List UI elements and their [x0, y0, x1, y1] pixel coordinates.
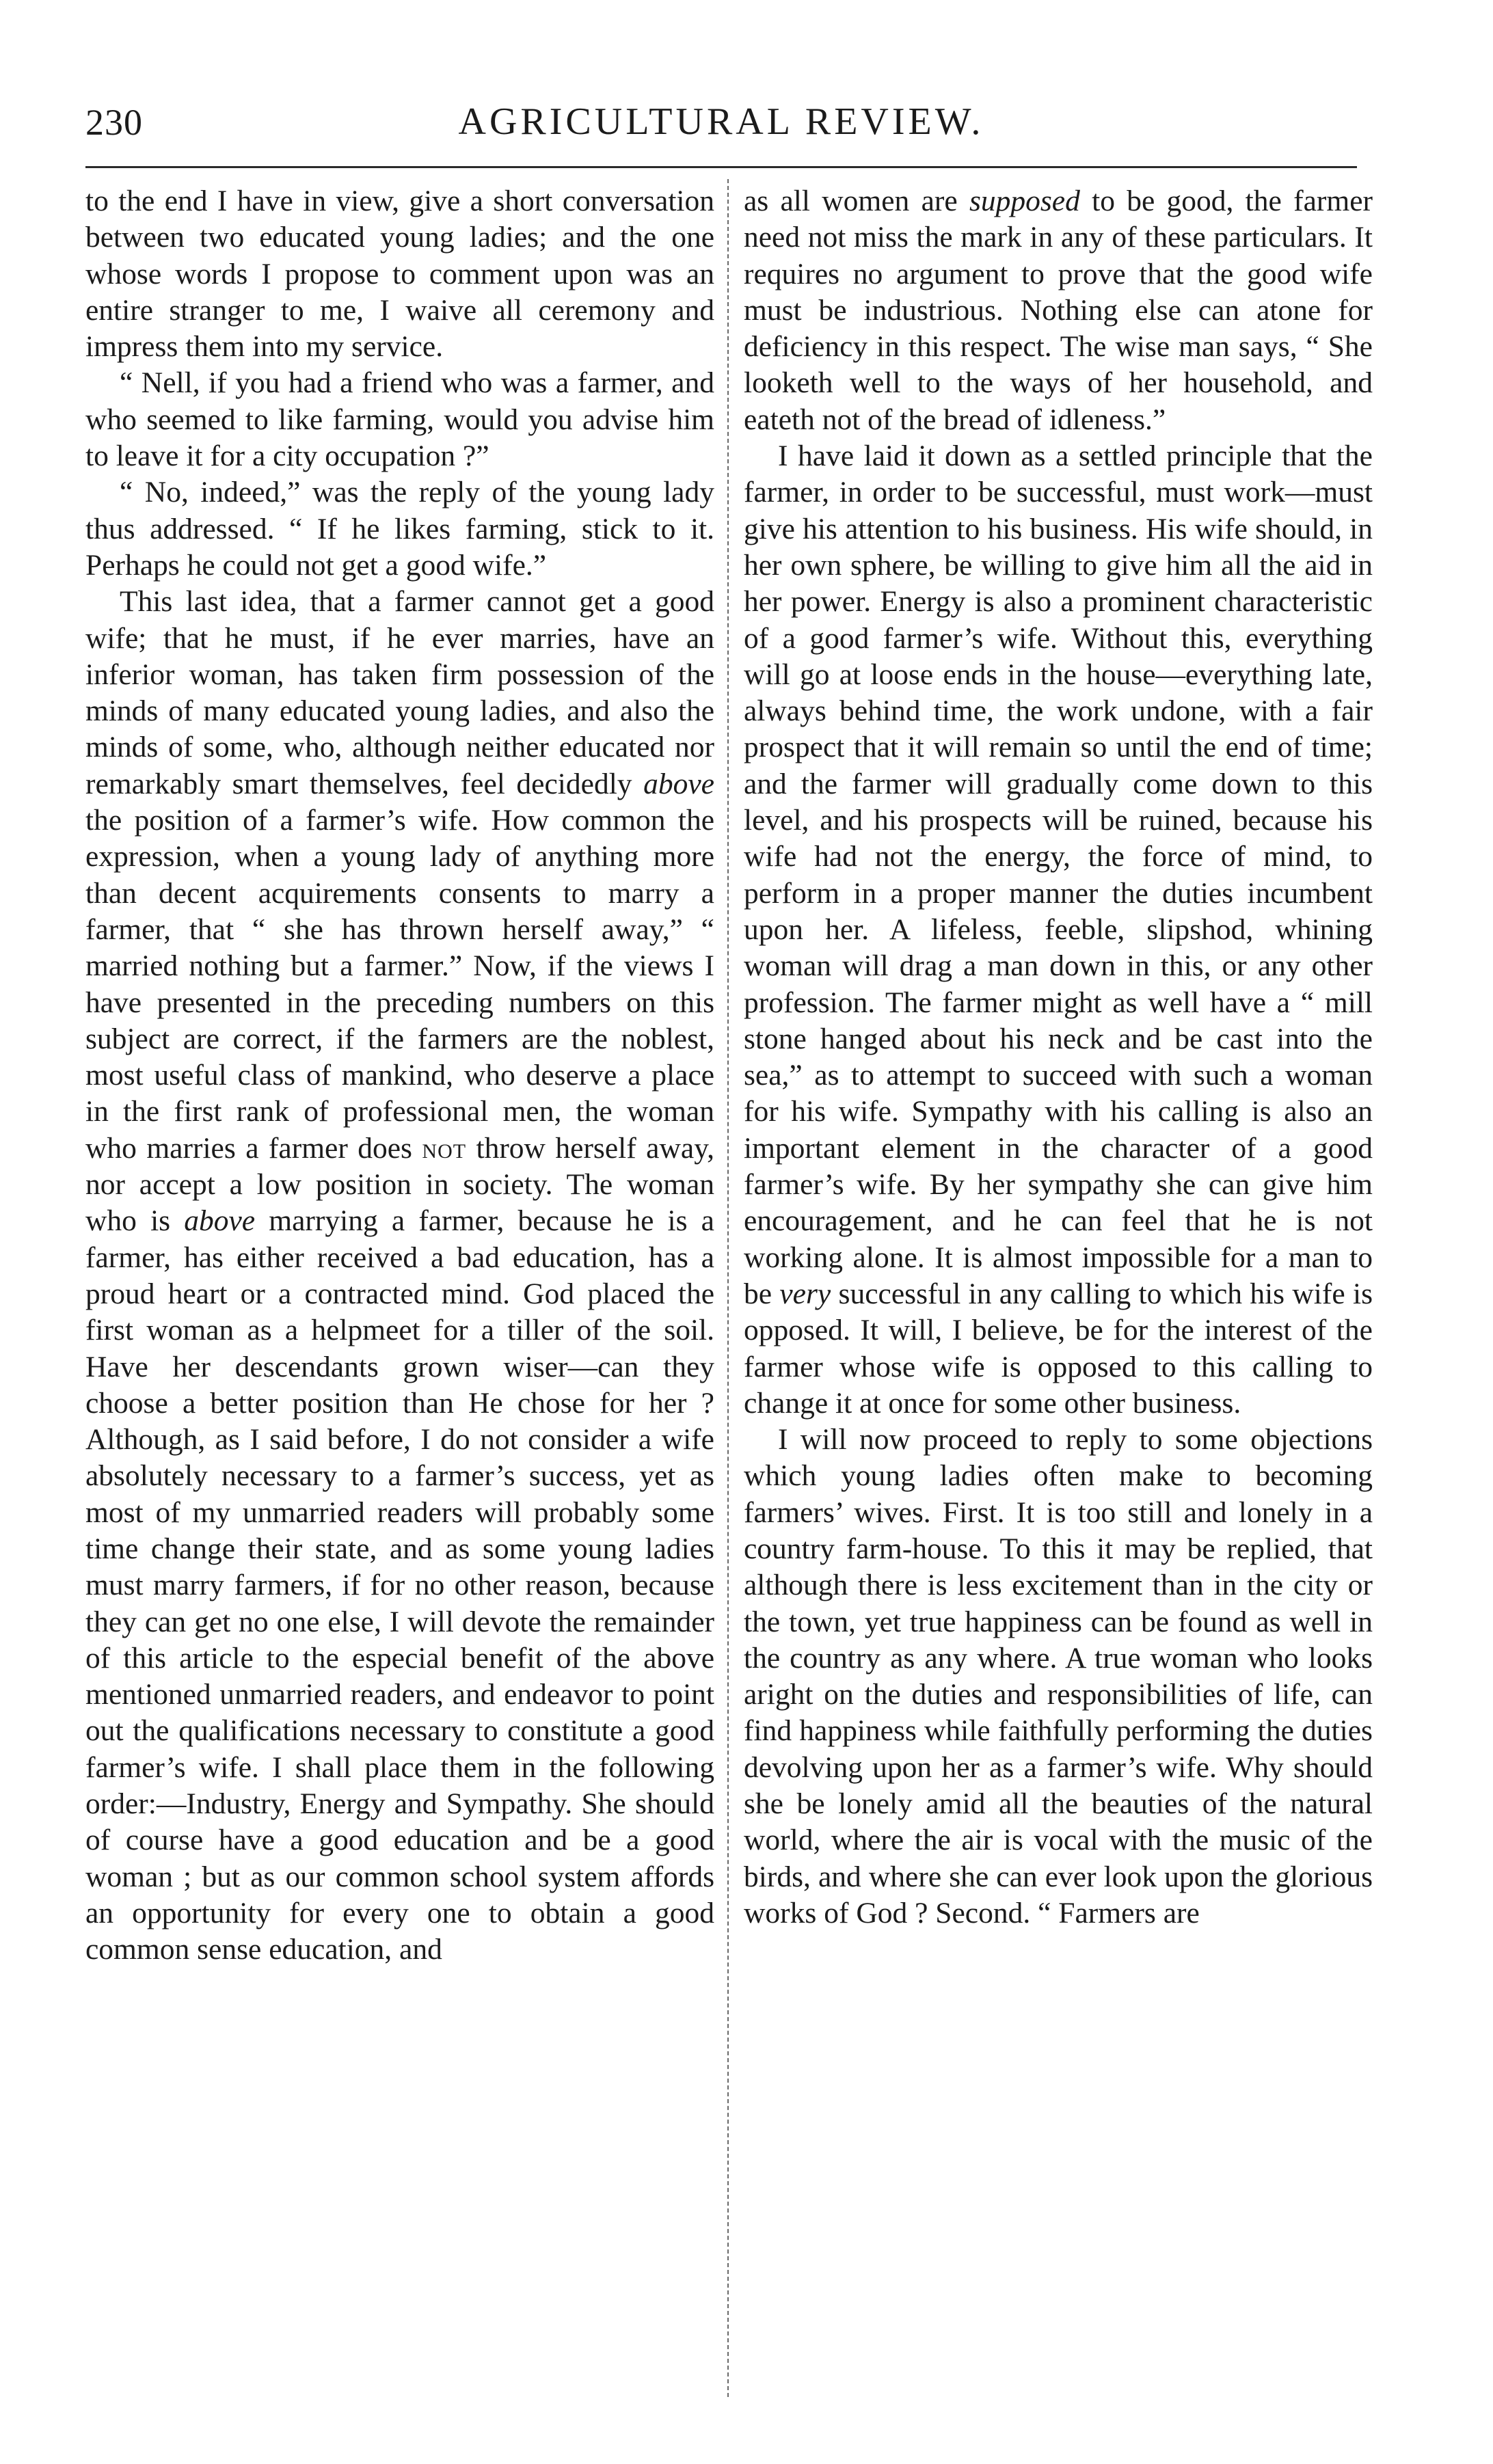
- paragraph: “ No, indeed,” was the reply of the young lady thus addressed. “ If he likes farming, stick to it. Perhaps he could not get a good wife.”: [85, 476, 714, 582]
- emphasis: above: [643, 767, 714, 800]
- paragraph: [744, 438, 1373, 1422]
- page-header: [85, 96, 1357, 150]
- text-run: marrying a farmer, because he is a farmer, has either received a bad education, has a proud heart or a contracted mind. God placed the first woman as a helpmeet for a tiller of the soil. Have her descendants grown wiser—can they choose a better position than He chose for her ? Although, as I said before, I do not consider a wife absolutely necessary to a farmer’s success, yet as most of my unmarried readers will probably some time change their state, and as some young ladies must marry farmers, if for no other reason, because they can get no one else, I will devote the remainder of this article to the especial benefit of the above mentioned unmarried readers, and endeavor to point out the qualifications necessary to constitute a good farmer’s wife. I shall place them in the following order:—Industry, Energy and Sympathy. She should of course have a good education and be a good woman ; but as our common school system affords an opportunity for every one to obtain a good common sense education, and: [85, 1204, 714, 1966]
- header-rule: [85, 166, 1357, 168]
- right-column: [744, 183, 1373, 1932]
- emphasis: supposed: [969, 185, 1080, 217]
- running-head: AGRICULTURAL REVIEW.: [458, 100, 984, 143]
- text-run: I have laid it down as a settled principle that the farmer, in order to be successful, must work—must give his attention to his business. His wife should, in her own sphere, be willing to give him all the aid in her power. Energy is also a prominent characteristic of a good farmer’s wife. Without this, everything will go at loose ends in the house—everything late, always behind time, the work undone, with a fair prospect that it will remain so until the end of time; and the farmer will gradually come down to this level, and his prospects will be ruined, because his wife had not the energy, the force of mind, to perform in a proper manner the duties incumbent upon her. A lifeless, feeble, slipshod, whining woman will drag a man down in this, or any other profession. The farmer might as well have a “ mill stone hanged about his neck and be cast into the sea,” as to attempt to succeed with such a woman for his wife. Sympathy with his calling is also an important element in the character of a good farmer’s wife. By her sympathy she can give him encouragement, and he can feel that he is not working alone. It is almost impossible for a man to be: [744, 439, 1373, 1310]
- emphasis: very: [779, 1277, 831, 1310]
- paragraph: to the end I have in view, give a short conversation between two educated young ladies; and the one whose words I propose to comment upon was an entire stranger to me, I waive all ceremony and impress them into my service.: [85, 185, 714, 364]
- text-run: throw herself away, nor accept a low position in society. The woman who is: [85, 1131, 714, 1238]
- page-number: 230: [85, 102, 143, 143]
- text-run: as all women are: [744, 185, 969, 217]
- paragraph: “ Nell, if you had a friend who was a farmer, and who seemed to like farming, would you advise him to leave it for a city occupation ?”: [85, 366, 714, 473]
- emphasis: above: [184, 1204, 256, 1238]
- left-column: [85, 183, 714, 1968]
- paragraph: I will now proceed to reply to some objections which young ladies often make to becoming farmers’ wives. First. It is too still and lonely in a country farm-house. To this it may be replied, that although there is less excitement than in the city or the town, yet true happiness can be found as well in the country as any where. A true woman who looks aright on the duties and responsibilities of life, can find happiness while faithfully performing the duties devolving upon her as a farmer’s wife. Why should she be lonely amid all the beauties of the natural world, where the air is vocal with the music of the birds, and where she can ever look upon the glorious works of God ? Second. “ Farmers are: [744, 1423, 1373, 1930]
- paragraph: [744, 183, 1373, 438]
- text-run: successful in any calling to which his wife is opposed. It will, I believe, be for the interest of the farmer whose wife is opposed to this calling to change it at once for some other business.: [744, 1277, 1373, 1420]
- paragraph: [85, 584, 714, 1968]
- text-run: to be good, the farmer need not miss the mark in any of these particulars. It requires no argument to prove that the good wife must be industrious. Nothing else can atone for deficiency in this respect. The wise man says, “ She looketh well to the ways of her household, and eateth not of the bread of idleness.”: [744, 185, 1373, 436]
- text-run: This last idea, that a farmer cannot get a good wife; that he must, if he ever marries, have an inferior woman, has taken firm possession of the minds of many educated young ladies, and also the minds of some, who, although neither educated nor remarkably smart themselves, feel decidedly: [85, 585, 714, 800]
- column-divider: [727, 179, 729, 2397]
- emphasis: not: [422, 1131, 467, 1165]
- text-run: the position of a farmer’s wife. How common the expression, when a young lady of anything more than decent acquirements consents to marry a farmer, that “ she has thrown herself away,” “ married nothing but a farmer.” Now, if the views I have presented in the preceding numbers on this subject are correct, if the farmers are the noblest, most useful class of mankind, who deserve a place in the first rank of professional men, the woman who marries a farmer does: [85, 804, 714, 1165]
